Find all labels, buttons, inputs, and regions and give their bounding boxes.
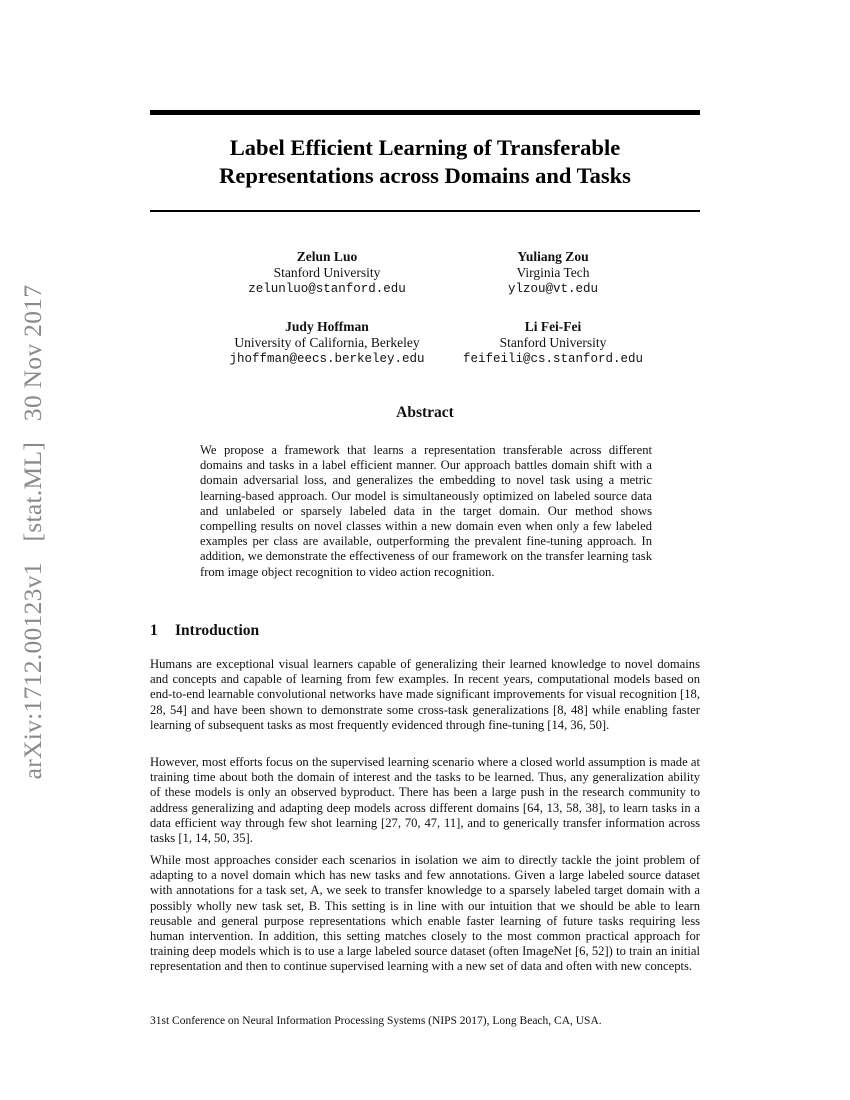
arxiv-id: arXiv:1712.00123v1 [18, 562, 47, 780]
intro-paragraph: While most approaches consider each scenarios in isolation we aim to directly tackle the joint problem of adapting to a novel domain which has new tasks and few annotations. Given a large labeled source dataset with annotations for a task set, A, we seek to transfer knowledge to a sparsely labeled target domain with a possibly wholly new task set, B. This setting is in line with our intuition that we should be able to learn reusable and general purpose representations which enable faster learning of future tasks requiring less human intervention. In addition, this setting matches closely to the most common practical approach for training deep models which is to use a large labeled source dataset (often ImageNet [6, 52]) to train an initial representation and then to continue supervised learning with a new set of data and often with new concepts. [150, 853, 700, 974]
author-affiliation: University of California, Berkeley [234, 335, 420, 350]
section-title: Introduction [175, 622, 260, 639]
author-block [197, 249, 457, 297]
paper-title [150, 134, 700, 190]
author-email: ylzou@vt.edu [507, 282, 598, 296]
author-email: feifeili@cs.stanford.edu [462, 352, 644, 366]
author-affiliation: Virginia Tech [516, 265, 590, 280]
author-block [197, 319, 457, 367]
author-name: Judy Hoffman [285, 319, 369, 334]
author-block [423, 319, 683, 367]
section-number: 1 [150, 622, 158, 639]
arxiv-category: [stat.ML] [18, 441, 47, 542]
title-rule-bottom [150, 210, 700, 212]
author-affiliation: Stanford University [499, 335, 607, 350]
author-name: Zelun Luo [296, 249, 358, 264]
intro-paragraph: Humans are exceptional visual learners capable of generalizing their learned knowledge to novel domains and concepts and capable of learning from few examples. In recent years, computational models based on end-to-end learnable convolutional networks have made significant improvements for visual recognition [18, 28, 54] and have been shown to demonstrate some cross-task generalizations [8, 48] while enabling faster learning of subsequent tasks as most frequently evidenced through fine-tuning [14, 36, 50]. [150, 657, 700, 732]
abstract-heading: Abstract [396, 404, 454, 421]
author-email: zelunluo@stanford.edu [248, 282, 406, 296]
intro-paragraph: However, most efforts focus on the supervised learning scenario where a closed world assumption is made at training time about both the domain of interest and the tasks to be learned. Thus, any generalization ability of these models is only an observed byproduct. There has been a large push in the research community to address generalizing and adapting deep models across different domains [64, 13, 58, 38], to learn tasks in a data efficient way through few shot learning [27, 70, 47, 11], and to generically transfer information across tasks [1, 14, 50, 35]. [150, 755, 700, 846]
arxiv-stamp [18, 271, 48, 780]
arxiv-date: 30 Nov 2017 [18, 284, 47, 422]
author-name: Yuliang Zou [517, 249, 589, 264]
title-line-1: Label Efficient Learning of Transferable [229, 135, 621, 160]
title-rule-top [150, 110, 700, 115]
section-heading-introduction [150, 622, 259, 640]
title-line-2: Representations across Domains and Tasks [219, 163, 631, 188]
author-block [423, 249, 683, 297]
author-affiliation: Stanford University [273, 265, 381, 280]
author-email: jhoffman@eecs.berkeley.edu [229, 352, 425, 366]
author-name: Li Fei-Fei [524, 319, 582, 334]
abstract-text: We propose a framework that learns a representation transferable across different domains and tasks in a label efficient manner. Our approach battles domain shift with a domain adversarial loss, and generalizes the embedding to novel task using a metric learning-based approach. Our model is simultaneously optimized on labeled source data and unlabeled or sparsely labeled data in the target domain. Our method shows compelling results on novel classes within a new domain even when only a few labeled examples per class are available, outperforming the prevalent fine-tuning approach. In addition, we demonstrate the effectiveness of our framework on the transfer learning task from image object recognition to video action recognition. [200, 443, 652, 579]
conference-footnote: 31st Conference on Neural Information Processing Systems (NIPS 2017), Long Beach, CA, USA. [150, 1015, 602, 1027]
